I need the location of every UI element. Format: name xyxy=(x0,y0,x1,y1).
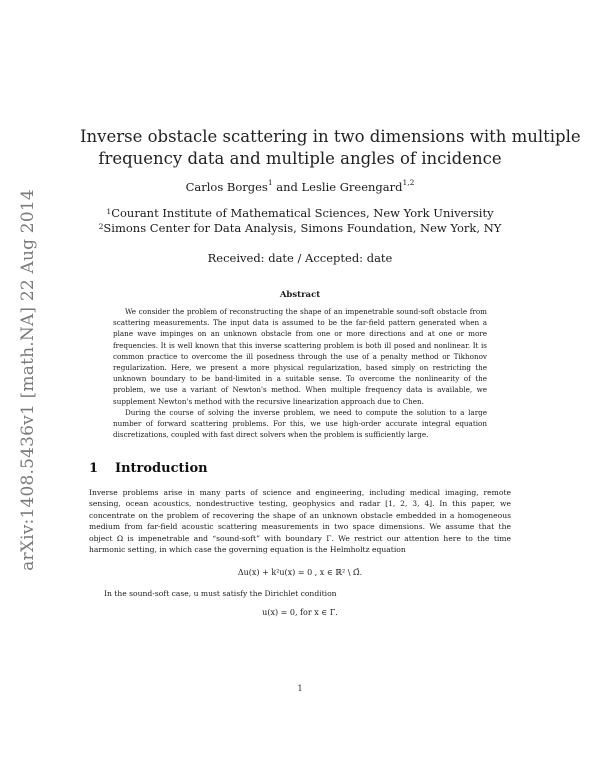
abstract-paragraph-2: During the course of solving the inverse problem, we need to compute the solution to a large number of forward scattering problems. For this, we use high-order accurate integral equation discretizations, coupled with fast direct solvers when the problem is sufficiently large. xyxy=(113,407,487,440)
page-number: 1 xyxy=(297,684,303,693)
affiliations xyxy=(80,206,520,236)
author-2: Leslie Greengard xyxy=(301,180,403,194)
section-number: 1 xyxy=(89,461,99,476)
author-1-affil-mark: 1 xyxy=(267,178,273,187)
intro-body xyxy=(89,487,511,555)
dirichlet-equation: u(x) = 0, for x ∈ Γ. xyxy=(262,608,338,617)
title-line-1: Inverse obstacle scattering in two dimensions with multiple xyxy=(80,127,581,146)
affiliation-2 xyxy=(80,221,520,236)
section-title: Introduction xyxy=(115,461,208,476)
intro-paragraph: Inverse problems arise in many parts of science and engineering, including medical imaging, remote sensing, ocean acoustics, nondestructive testing, geophysics and radar [1, 2, 3, 4]. In this paper, we concentrate on the problem of recovering the shape of an unknown obstacle embedded in a homogeneous medium from far-field acoustic scattering measurements in two space dimensions. We assume that the object Ω is impenetrable and “sound-soft” with boundary Γ. We restrict our attention here to the time harmonic setting, in which case the governing equation is the Helmholtz equation xyxy=(89,488,511,555)
helmholtz-equation: Δu(x) + k²u(x) = 0 , x ∈ ℝ² \ Ω̄. xyxy=(237,568,363,577)
received-date: Received: date / Accepted: date xyxy=(207,251,393,265)
author-2-affil-mark: 1,2 xyxy=(402,178,415,187)
title-line-2: frequency data and multiple angles of incidence xyxy=(98,149,502,168)
section-heading xyxy=(89,461,208,476)
author-list xyxy=(80,180,520,194)
paper-title xyxy=(80,126,581,170)
author-conjunction: and xyxy=(272,180,302,194)
arxiv-id-text: arXiv:1408.5436v1 [math.NA] 22 Aug 2014 xyxy=(18,189,39,571)
abstract-body xyxy=(113,306,487,440)
sound-soft-text: In the sound-soft case, u must satisfy the Dirichlet condition xyxy=(104,589,337,598)
affiliation-2-mark: 2 xyxy=(98,222,104,231)
affiliation-1-text: Courant Institute of Mathematical Sciences, New York University xyxy=(111,206,494,220)
author-1: Carlos Borges xyxy=(185,180,268,194)
abstract-paragraph-1: We consider the problem of reconstructing the shape of an impenetrable sound-soft obstacle from scattering measurements. The input data is assumed to be the far-field pattern generated when a plane wave impinges on an unknown obstacle from one or more directions and at one or more frequencies. It is well known that this inverse scattering problem is both ill posed and nonlinear. It is common practice to overcome the ill posedness through the use of a penalty method or Tikhonov regularization. Here, we present a more physical regularization, based simply on restricting the unknown boundary to be band-limited in a suitable sense. To overcome the nonlinearity of the problem, we use a variant of Newton's method. When multiple frequency data is available, we supplement Newton's method with the recursive linearization approach due to Chen. xyxy=(113,307,487,406)
affiliation-1 xyxy=(80,206,520,221)
affiliation-2-text: Simons Center for Data Analysis, Simons Foundation, New York, NY xyxy=(103,221,502,235)
arxiv-identifier xyxy=(8,190,48,570)
abstract-heading: Abstract xyxy=(279,290,321,300)
affiliation-1-mark: 1 xyxy=(106,207,112,216)
